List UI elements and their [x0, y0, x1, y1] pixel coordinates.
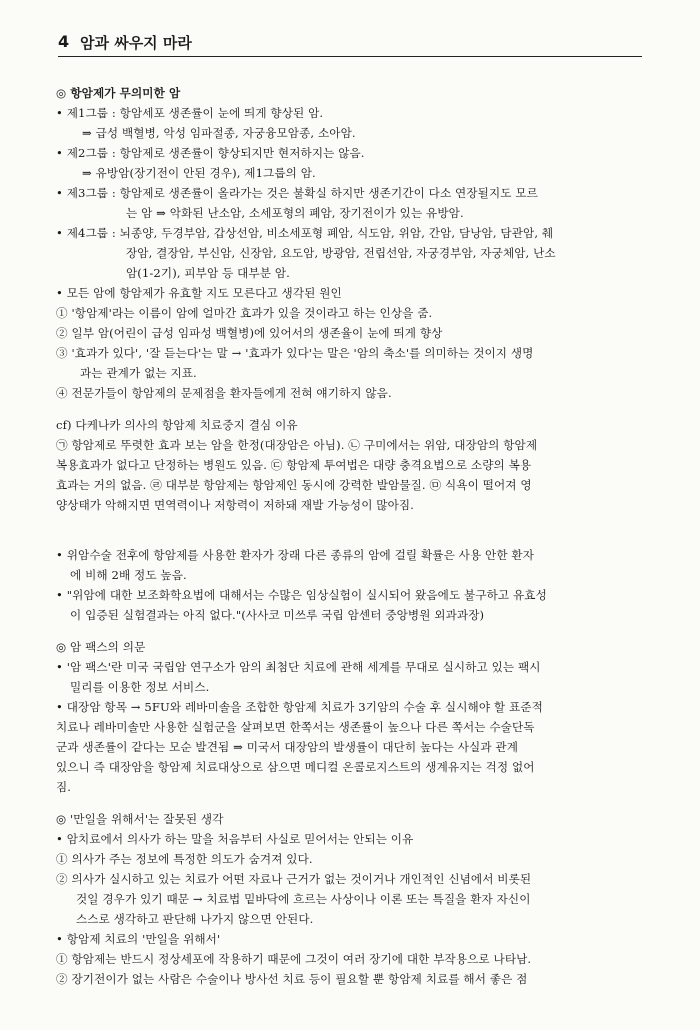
header-rule — [58, 56, 642, 57]
text-line: ③ '효과가 있다', '잘 듣는다'는 말 → '효과가 있다'는 말은 '암의 축소'를 의미하는 것이지 생명 — [56, 346, 534, 360]
page-number: 4 — [58, 32, 70, 51]
text-line: ① 의사가 주는 정보에 특정한 의도가 숨겨져 있다. — [56, 852, 313, 866]
text-line: 군과 생존률이 같다는 모순 발견됨 ⇒ 미국서 대장암의 발생률이 대단히 높다는 사실과 관계 — [56, 740, 519, 754]
running-title: 암과 싸우지 마라 — [80, 34, 192, 52]
text-line: ① 항암제는 반드시 정상세포에 작용하기 때문에 그것이 여러 장기에 대한 부작용으로 나타남. — [56, 952, 532, 966]
text-line: 짐. — [56, 780, 72, 794]
text-line: 스스로 생각하고 판단해 나가지 않으면 안된다. — [76, 912, 314, 926]
text-line: ① '항암제'라는 이름이 암에 얼마간 효과가 있을 것이라고 하는 인상을 줌. — [56, 306, 433, 320]
text-line: ④ 전문가들이 항암제의 문제점을 환자들에게 전혀 얘기하지 않음. — [56, 386, 392, 400]
text-line: • 제2그룹 : 항암제로 생존률이 향상되지만 현저하지는 않음. — [56, 146, 365, 160]
text-line: • 암치료에서 의사가 하는 말을 처음부터 사실로 믿어서는 안되는 이유 — [56, 832, 414, 846]
text-line: • 대장암 항목 → 5FU와 레바미솔을 조합한 항암제 치료가 3기암의 수술 후 실시해야 할 표준적 — [56, 700, 543, 714]
text-line: ② 장기전이가 없는 사람은 수술이나 방사선 치료 등이 필요할 뿐 항암제 치료를 해서 좋은 점 — [56, 972, 528, 986]
text-line: 있으니 즉 대장암을 항암제 치료대상으로 삼으면 메디컬 온콜로지스트의 생계유지는 걱정 없어 — [56, 760, 535, 774]
text-line: • 제4그룹 : 뇌종양, 두경부암, 갑상선암, 비소세포형 폐암, 식도암, 위암, 간암, 담낭암, 담관암, 췌 — [56, 226, 554, 240]
text-line: ② 의사가 실시하고 있는 치료가 어떤 자료나 근거가 없는 것이거나 개인적인 신념에서 비롯된 — [56, 872, 532, 886]
text-line: • "위암에 대한 보조화학요법에 대해서는 수많은 임상실험이 실시되어 왔음에도 불구하고 유효성 — [56, 588, 547, 602]
text-line: 치료나 레바미솔만 사용한 실험군을 살펴보면 한쪽서는 생존률이 높으나 다른 쪽서는 수술단독 — [56, 720, 535, 734]
page-header — [58, 30, 642, 60]
text-line: 것일 경우가 있기 때문 → 치료법 밑바닥에 흐르는 사상이나 이론 또는 특질을 환자 자신이 — [76, 892, 531, 906]
text-line: 장암, 결장암, 부신암, 신장암, 요도암, 방광암, 전립선암, 자궁경부암, 자궁체암, 난소 — [126, 246, 556, 260]
text-line: • '암 팩스'란 미국 국립암 연구소가 암의 최첨단 치료에 관해 세계를 무대로 실시하고 있는 팩시 — [56, 660, 541, 674]
text-line: 이 입증된 실험결과는 아직 없다."(사사코 미쓰루 국립 암센터 중앙병원 외과과장) — [70, 608, 485, 622]
text-line: ◎ 항암제가 무의미한 암 — [56, 86, 181, 100]
text-line: 암(1-2기), 피부암 등 대부분 암. — [126, 266, 290, 280]
text-line: • 제1그룹 : 항암세포 생존률이 눈에 띄게 향상된 암. — [56, 106, 324, 120]
text-line: ◎ '만일을 위해서'는 잘못된 생각 — [56, 812, 224, 826]
text-line: • 제3그룹 : 항암제로 생존률이 올라가는 것은 불확실 하지만 생존기간이 다소 연장될지도 모르 — [56, 186, 538, 200]
text-line: 양상태가 악해지면 면역력이나 저항력이 저하돼 재발 가능성이 많아짐. — [56, 498, 414, 512]
text-line: 과는 관계가 없는 지표. — [80, 366, 197, 380]
text-line: 효과는 거의 없음. ㉣ 대부분 항암제는 항암제인 동시에 강력한 발암물질. ㉤ 식욕이 떨어져 영 — [56, 478, 532, 492]
text-line: ⇒ 유방암(장기전이 안된 경우), 제1그룹의 암. — [82, 166, 316, 180]
text-line: 에 비해 2배 정도 높음. — [70, 568, 187, 582]
text-line: cf) 다케나카 의사의 항암제 치료중지 결심 이유 — [56, 418, 298, 432]
text-line: 는 암 ⇒ 악화된 난소암, 소세포형의 폐암, 장기전이가 있는 유방암. — [126, 206, 464, 220]
text-line: • 항암제 치료의 '만일을 위해서' — [56, 932, 221, 946]
text-line: ⇒ 급성 백혈병, 악성 임파절종, 자궁융모암종, 소아암. — [82, 126, 356, 140]
text-line: ◎ 암 팩스의 의문 — [56, 640, 146, 654]
text-line: • 위암수술 전후에 항암제를 사용한 환자가 장래 다른 종류의 암에 걸릴 확률은 사용 안한 환자 — [56, 548, 535, 562]
text-line: 복용효과가 없다고 단정하는 병원도 있음. ㉢ 항암제 투여법은 대량 충격요법으로 소량의 복용 — [56, 458, 532, 472]
text-line: 밀리를 이용한 정보 서비스. — [70, 680, 210, 694]
text-line: • 모든 암에 항암제가 유효할 지도 모른다고 생각된 원인 — [56, 286, 342, 300]
text-line: ㉠ 항암제로 뚜렷한 효과 보는 암을 한정(대장암은 아님). ㉡ 구미에서는 위암, 대장암의 항암제 — [56, 438, 538, 452]
text-line: ② 일부 암(어린이 급성 임파성 백혈병)에 있어서의 생존율이 눈에 띄게 향상 — [56, 326, 443, 340]
